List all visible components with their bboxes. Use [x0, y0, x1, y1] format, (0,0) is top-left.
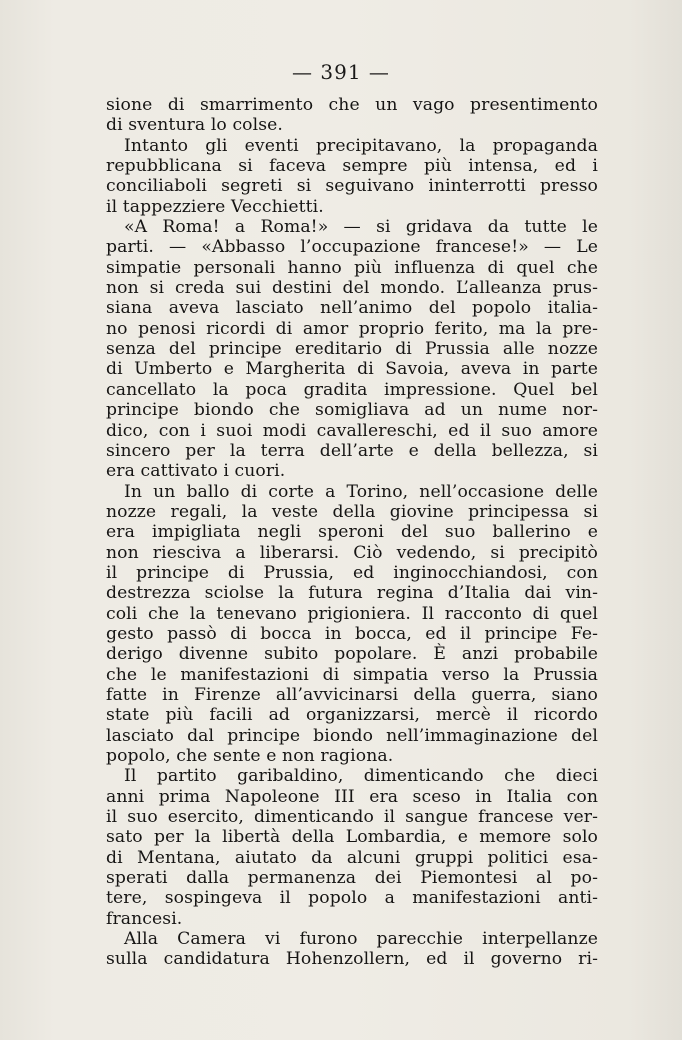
text-line: state più facili ad organizzarsi, mercè il ricordo: [106, 705, 598, 726]
text-line: francesi.: [106, 908, 183, 929]
text-line: sato per la libertà della Lombardia, e memore solo: [106, 827, 598, 848]
text-line: siana aveva lasciato nell’animo del popolo italia-: [106, 298, 598, 319]
text-line: Intanto gli eventi precipitavano, la propaganda: [124, 135, 598, 156]
body-text: [106, 95, 598, 970]
text-line: era cattivato i cuori.: [106, 461, 286, 482]
text-line: sperati dalla permanenza dei Piemontesi al po-: [106, 868, 598, 889]
text-line: il tappezziere Vecchietti.: [106, 196, 324, 217]
text-line: gesto passò di bocca in bocca, ed il principe Fe-: [106, 623, 598, 644]
text-line: lasciato dal principe biondo nell’immaginazione del: [106, 725, 598, 746]
text-line: il suo esercito, dimenticando il sangue francese ver-: [106, 807, 598, 828]
text-line: nozze regali, la veste della giovine principessa si: [106, 501, 598, 522]
text-line: anni prima Napoleone III era sceso in Italia con: [106, 786, 598, 807]
text-line: principe biondo che somigliava ad un nume nor-: [106, 400, 598, 421]
text-line: destrezza sciolse la futura regina d’Italia dai vin-: [106, 583, 598, 604]
text-line: popolo, che sente e non ragiona.: [106, 746, 394, 766]
text-line: che le manifestazioni di simpatia verso la Prussia: [106, 664, 598, 685]
text-line: simpatie personali hanno più influenza di quel che: [106, 257, 598, 278]
text-line: non si creda sui destini del mondo. L’alleanza prus-: [106, 278, 598, 299]
text-line: In un ballo di corte a Torino, nell’occasione delle: [124, 481, 598, 502]
text-line: di Umberto e Margherita di Savoia, aveva in parte: [106, 359, 598, 380]
text-line: era impigliata negli speroni del suo ballerino e: [106, 522, 598, 543]
text-line: senza del principe ereditario di Prussia alle nozze: [106, 339, 598, 360]
text-line: parti. — «Abbasso l’occupazione francese!» — Le: [106, 237, 598, 258]
text-line: cancellato la poca gradita impressione. Quel bel: [106, 379, 598, 400]
text-line: conciliaboli segreti si seguivano ininterrotti presso: [106, 176, 598, 197]
text-line: sulla candidatura Hohenzollern, ed il governo ri-: [106, 949, 598, 970]
text-line: fatte in Firenze all’avvicinarsi della guerra, siano: [106, 684, 598, 705]
text-line: «A Roma! a Roma!» — si gridava da tutte le: [124, 217, 598, 238]
text-line: sincero per la terra dell’arte e della bellezza, si: [106, 440, 598, 461]
text-line: repubblicana si faceva sempre più intensa, ed i: [106, 156, 598, 177]
text-line: dico, con i suoi modi cavallereschi, ed il suo amore: [106, 420, 598, 441]
text-line: no penosi ricordi di amor proprio ferito, ma la pre-: [106, 318, 598, 339]
text-line: Alla Camera vi furono parecchie interpellanze: [124, 929, 598, 950]
text-line: Il partito garibaldino, dimenticando che dieci: [124, 766, 598, 787]
text-line: il principe di Prussia, ed inginocchiandosi, con: [106, 562, 598, 583]
text-line: sione di smarrimento che un vago presentimento: [106, 95, 598, 115]
text-line: di sventura lo colse.: [106, 115, 283, 136]
text-line: tere, sospingeva il popolo a manifestazioni anti-: [106, 888, 598, 909]
text-line: non riesciva a liberarsi. Ciò vedendo, si precipitò: [106, 542, 598, 563]
text-line: derigo divenne subito popolare. È anzi probabile: [106, 644, 598, 665]
text-line: coli che la tenevano prigioniera. Il racconto di quel: [106, 603, 598, 624]
text-line: di Mentana, aiutato da alcuni gruppi politici esa-: [106, 847, 598, 868]
page-number: — 391 —: [292, 60, 390, 84]
